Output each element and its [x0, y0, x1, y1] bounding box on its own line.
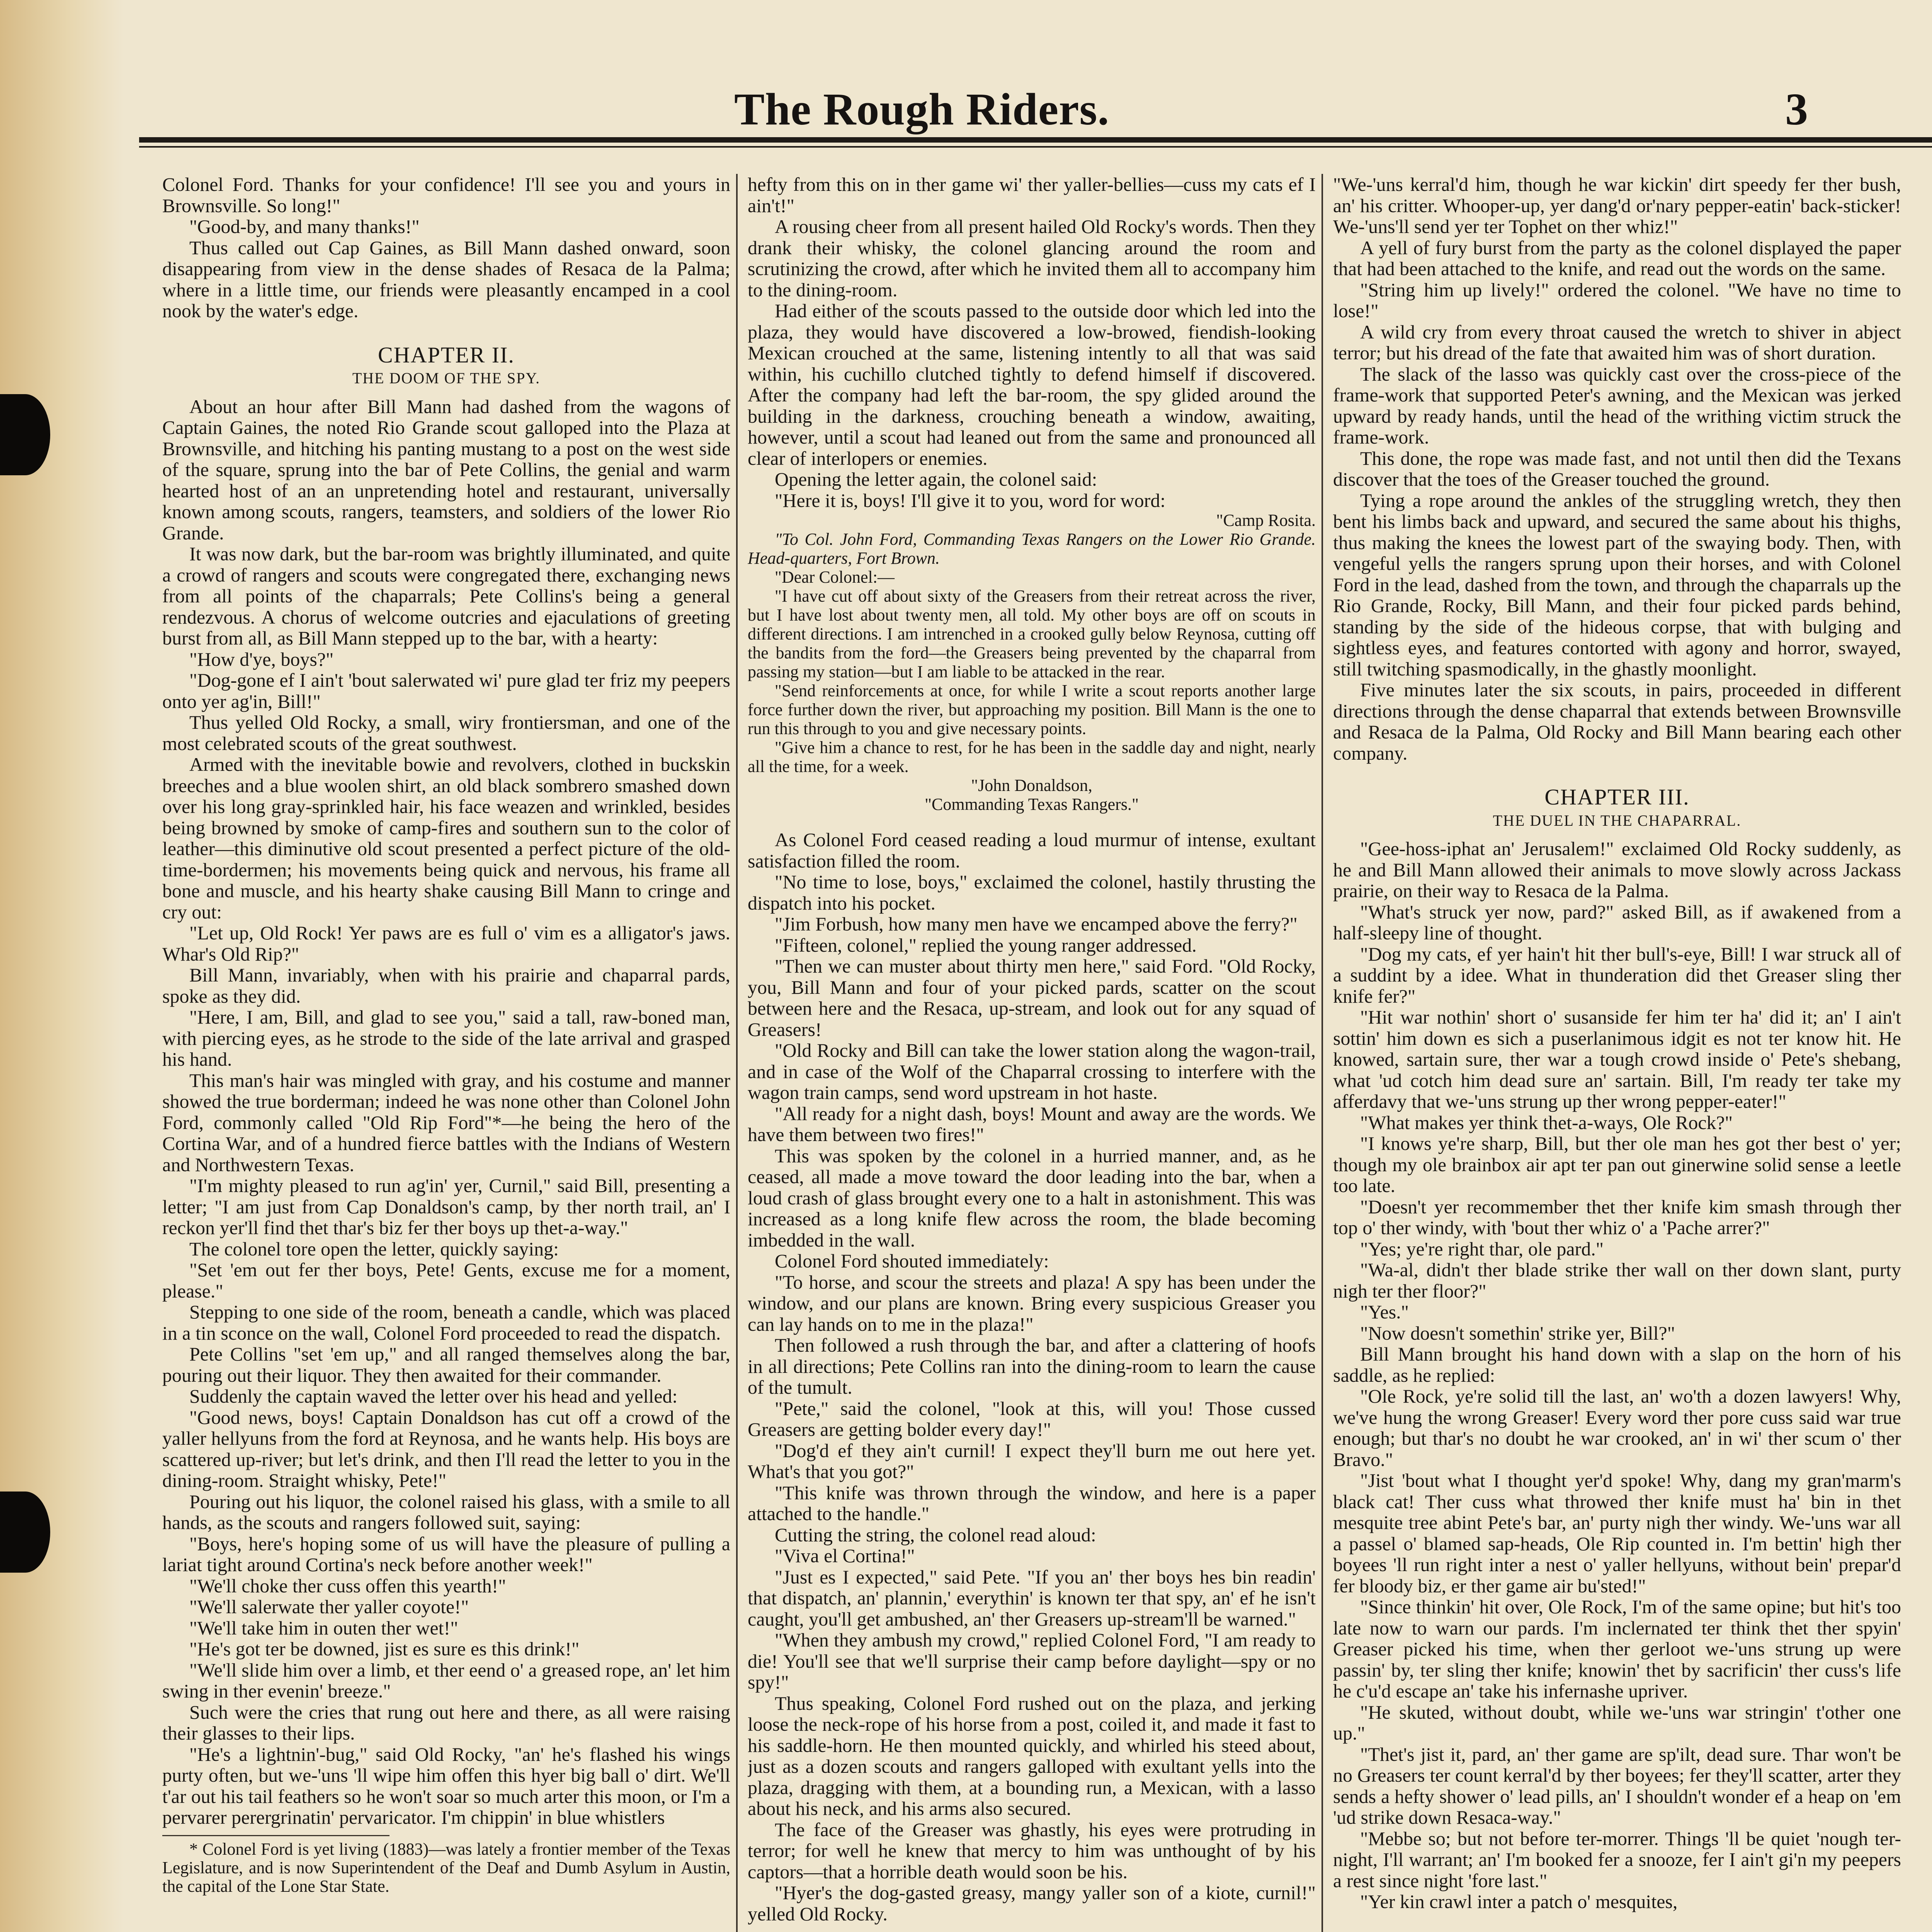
paragraph: Then followed a rush through the bar, and after a clattering of hoofs in all directions; Pete Collins ran into the dining-room to learn the cause of the tumult. [748, 1334, 1316, 1398]
paragraph: A rousing cheer from all present hailed Old Rocky's words. Then they drank their whisky, the colonel glancing around the room and scrutinizing the crowd, after which he invited them all to accompany him to the dining-room. [748, 216, 1316, 301]
column-2 [748, 174, 1316, 1932]
letter-signature-title: "Commanding Texas Rangers." [925, 795, 1139, 814]
paragraph: Such were the cries that rung out here and there, as all were raising their glasses to their lips. [162, 1701, 730, 1744]
paragraph: "We'll slide him over a limb, et ther eend o' a greased rope, an' let him swing in ther evenin' breeze." [162, 1659, 730, 1702]
footnote: * Colonel Ford is yet living (1883)—was lately a frontier member of the Texas Legislature, and is now Superintendent of the Deaf and Dumb Asylum in Austin, the capital of the Lone Star State. [162, 1839, 730, 1896]
paragraph: "Dog my cats, ef yer hain't hit ther bull's-eye, Bill! I war struck all of a suddint by a idee. What in thunderation did thet Greaser sling ther knife fer?" [1333, 943, 1901, 1007]
paragraph: "We'll take him in outen ther wet!" [189, 1617, 458, 1639]
header-rule-thin [139, 146, 1932, 148]
col1-paragraphs [162, 396, 730, 1828]
paragraph: "What's struck yer now, pard?" asked Bill, as if awakened from a half-sleepy line of thought. [1333, 901, 1901, 944]
paragraph: Thus called out Cap Gaines, as Bill Mann dashed onward, soon disappearing from view in the dense shades of Resaca de la Palma; where in a little time, our friends were pleasantly encamped in a cool nook by the water's edge. [162, 236, 730, 321]
chapter-subtitle: THE DUEL IN THE CHAPARRAL. [1493, 811, 1742, 829]
paragraph: "Since thinkin' hit over, Ole Rock, I'm of the same opine; but hit's too late now to warn our pards. I'm inclernated ter think thet ther spyin' Greaser picked his time, when ther gerloot we-'uns strung up were passin' by, ter sling ther knife; knowin' thet by sacrificin' ther cuss's life he c'u'd escape an' take his infernashe upriver. [1333, 1596, 1901, 1702]
page-number: 3 [1785, 84, 1808, 134]
paragraph: This was spoken by the colonel in a hurried manner, and, as he ceased, all made a move toward the door leading into the bar, when a loud crash of glass brought every one to a halt in astonishment. This was increased as a long knife flew across the room, the blade becoming imbedded in the wall. [748, 1145, 1316, 1251]
paragraph: "We'll choke ther cuss offen this yearth!" [189, 1575, 506, 1597]
paragraph: A yell of fury burst from the party as the colonel displayed the paper that had been attached to the knife, and read out the words on the same. [1333, 236, 1901, 279]
paragraph: "Good news, boys! Captain Donaldson has cut off a crowd of the yaller hellyuns from the ford at Reynosa, and he wants help. His boys are scattered up-river; but let's drink, and then I'll read the letter to you in the dining-room. Straight whisky, Pete!" [162, 1406, 730, 1491]
paragraph: "Set 'em out fer ther boys, Pete! Gents, excuse me for a moment, please." [162, 1259, 730, 1302]
dispatch-letter [748, 511, 1316, 814]
column-divider [736, 174, 738, 1932]
paragraph: "Give him a chance to rest, for he has been in the saddle day and night, nearly all the time, for a week. [748, 738, 1316, 776]
paragraph: "All ready for a night dash, boys! Mount and away are the words. We have them between two fires!" [748, 1102, 1316, 1145]
paragraph: "Here, I am, Bill, and glad to see you," said a tall, raw-boned man, with piercing eyes, as he strode to the side of the late arrival and grasped his hand. [162, 1006, 730, 1070]
paragraph: Tying a rope around the ankles of the struggling wretch, they then bent his limbs back and upward, and secured the same about his thighs, thus making the knees the lowest part of the swaying body. Then, with vengeful yells the rangers sprung upon their horses, and with Colonel Ford in the lead, dashed from the town, and through the chaparrals up the Rio Grande, Rocky, Bill Mann, and their four picked pards behind, standing by the side of the hideous corpse, that with bulging and sightless eyes, and features contorted with agony and horror, swayed, still twitching spasmodically, in the ghastly moonlight. [1333, 489, 1901, 680]
column-divider [1321, 174, 1323, 1932]
paragraph: The slack of the lasso was quickly cast over the cross-piece of the frame-work that supported Peter's awning, and the Mexican was jerked upward by ready hands, until the head of the writhing victim struck the frame-work. [1333, 363, 1901, 448]
paragraph: Pete Collins "set 'em up," and all ranged themselves along the bar, pouring out their liquor. They then awaited for their commander. [162, 1343, 730, 1386]
paragraph: "Viva el Cortina!" [775, 1545, 915, 1566]
header-rule [139, 137, 1932, 143]
paragraph: Five minutes later the six scouts, in pairs, proceeded in different directions through the dense chaparral that extends between Brownsville and Resaca de la Palma, Old Rocky and Bill Mann bearing each other company. [1333, 679, 1901, 764]
footnote-rule [162, 1835, 389, 1836]
paragraph: "Doesn't yer recommember thet ther knife kim smash through ther top o' ther windy, with 'bout ther whiz o' a 'Pache arrer?" [1333, 1196, 1901, 1238]
page-title: The Rough Riders. [734, 84, 1109, 134]
binding-hole [0, 1492, 50, 1573]
paragraph: "Good-by, and many thanks!" [189, 216, 420, 237]
paragraph: "How d'ye, boys?" [189, 648, 334, 670]
paragraph: It was now dark, but the bar-room was brightly illuminated, and quite a crowd of rangers and scouts were congregated there, exchanging news from all points of the chaparrals; Pete Collins's being a general rendezvous. A chorus of welcome outcries and ejaculations of greeting burst from all, as Bill Mann stepped up to the bar, with a hearty: [162, 543, 730, 649]
col2-paragraphs-before-letter [748, 174, 1316, 511]
paragraph: This done, the rope was made fast, and not until then did the Texans discover that the toes of the Greaser touched the ground. [1333, 447, 1901, 490]
page-spine-shadow [0, 0, 124, 1932]
col2-paragraphs-after-letter [748, 829, 1316, 1924]
paragraph: "Hit war nothin' short o' susanside fer him ter ha' did it; an' I ain't sottin' him down es sich a puserlanimous idgit es not ter know hit. He knowed, sartain sure, ther war a tough crowd inside o' Pete's shebang, what 'ud cotch him dead sure an' sartain. Bill, I'm ready ter take my afferdavy that we-'uns strung up ther wrong pepper-eater!" [1333, 1006, 1901, 1112]
paragraph: Thus speaking, Colonel Ford rushed out on the plaza, and jerking loose the neck-rope of his horse from a post, coiled it, and made it fast to his saddle-horn. He then mounted quickly, and whirled his steed about, just as a dozen scouts and rangers galloped with exultant yells into the plaza, dragging with them, at a bounding run, a Mexican, with a lasso about his neck, and his arms also secured. [748, 1692, 1316, 1819]
paragraph: Thus yelled Old Rocky, a small, wiry frontiersman, and one of the most celebrated scouts of the great southwest. [162, 711, 730, 754]
paragraph: The colonel tore open the letter, quickly saying: [189, 1238, 559, 1260]
paragraph: "Gee-hoss-iphat an' Jerusalem!" exclaimed Old Rocky suddenly, as he and Bill Mann allowed their animals to move slowly across Jackass prairie, on their way to Resaca de la Palma. [1333, 838, 1901, 901]
paragraph: "Pete," said the colonel, "look at this, will you! Those cussed Greasers are getting bolder every day!" [748, 1397, 1316, 1440]
paragraph: About an hour after Bill Mann had dashed from the wagons of Captain Gaines, the noted Rio Grande scout galloped into the Plaza at Brownsville, and hitching his panting mustang to a post on the west side of the square, sprung into the bar of Pete Collins, the genial and warm hearted host of an an unpretending hotel and restaurant, universally known among scouts, rangers, teamsters, and soldiers of the lower Rio Grande. [162, 395, 730, 544]
paragraph: "What makes yer think thet-a-ways, Ole Rock?" [1360, 1111, 1733, 1133]
chapter-subtitle: THE DOOM OF THE SPY. [352, 369, 541, 387]
paragraph: Colonel Ford. Thanks for your confidence! I'll see you and yours in Brownsville. So long!" [162, 174, 730, 216]
paragraph: "Send reinforcements at once, for while I write a scout reports another large force further down the river, but approaching my position. Bill Mann is the one to run this through to you and give necessary points. [748, 681, 1316, 738]
paragraph: Armed with the inevitable bowie and revolvers, clothed in buckskin breeches and a blue woolen shirt, an old black sombrero smashed down over his long gray-sprinkled hair, his face weazen and wrinkled, besides being browned by smoke of camp-fires and southern sun to the color of leather—this diminutive old scout presented a perfect picture of the old-time-bordermen; his movements being quick and nervous, his frame all bone and muscle, and his hearty shake causing Bill Mann to cringe and cry out: [162, 753, 730, 923]
paragraph: As Colonel Ford ceased reading a loud murmur of intense, exultant satisfaction filled the room. [748, 829, 1316, 872]
col1-opening [162, 174, 730, 321]
paragraph: "Yes." [1360, 1301, 1409, 1323]
paragraph: "Dog'd ef they ain't curnil! I expect they'll burn me out here yet. What's that you got?" [748, 1439, 1316, 1482]
paragraph: "Yes; ye're right thar, ole pard." [1360, 1238, 1604, 1260]
letter-body [748, 587, 1316, 776]
paragraph: "I'm mighty pleased to run ag'in' yer, Curnil," said Bill, presenting a letter; "I am just from Cap Donaldson's camp, by ther north trail, an' I reckon yer'll find thet thar's biz fer ther boys up thet-a-way." [162, 1175, 730, 1238]
paragraph: "We'll salerwate ther yaller coyote!" [189, 1596, 469, 1617]
paragraph: hefty from this on in ther game wi' ther yaller-bellies—cuss my cats ef I ain't!" [748, 174, 1316, 216]
paragraph: Pouring out his liquor, the colonel raised his glass, with a smile to all hands, as the scouts and rangers followed suit, saying: [162, 1490, 730, 1533]
paragraph: "Then we can muster about thirty men here," said Ford. "Old Rocky, you, Bill Mann and four of your picked pards, scatter on the scout between here and the Resaca, up-stream, and look out for any squad of Greasers! [748, 955, 1316, 1040]
paragraph: "To horse, and scour the streets and plaza! A spy has been under the window, and our plans are known. Bring every suspicious Greaser you can lay hands on to me in the plaza!" [748, 1271, 1316, 1335]
paragraph: "Here it is, boys! I'll give it to you, word for word: [775, 489, 1166, 511]
paragraph: "Dog-gone ef I ain't 'bout salerwated wi' pure glad ter friz my peepers onto yer ag'in, Bill!" [162, 669, 730, 712]
col3-paragraphs-before-chapter [1333, 174, 1901, 764]
paragraph: "Yer kin crawl inter a patch o' mesquites, [1360, 1891, 1678, 1912]
paragraph: The face of the Greaser was ghastly, his eyes were protruding in terror; for well he knew that mercy to him was unthought of by his captors—that a horrible death would soon be his. [748, 1818, 1316, 1883]
paragraph: Stepping to one side of the room, beneath a candle, which was placed in a tin sconce on the wall, Colonel Ford proceeded to read the dispatch. [162, 1301, 730, 1344]
col3-paragraphs [1333, 838, 1901, 1912]
chapter-title: CHAPTER III. [1544, 784, 1690, 810]
paragraph: "No time to lose, boys," exclaimed the colonel, hastily thrusting the dispatch into his pocket. [748, 871, 1316, 914]
paragraph: "Mebbe so; but not before ter-morrer. Things 'll be quiet 'nough ter-night, I'll warrant; an' I'm booked fer a snooze, fer I ain't gi'n my peepers a rest since night 'fore last." [1333, 1827, 1901, 1891]
paragraph: Cutting the string, the colonel read aloud: [775, 1524, 1096, 1546]
paragraph: Had either of the scouts passed to the outside door which led into the plaza, they would have discovered a low-browed, fiendish-looking Mexican crouched at the same, listening intently to all that was said within, his cuchillo clutched tightly to defend himself if discovered. After the company had left the bar-room, the spy glided around the building in the darkness, crouching beneath a window, awaiting, however, until a scout had leaned out from the same and pronounced all clear of interlopers or enemies. [748, 300, 1316, 469]
letter-signature: "John Donaldson, [971, 776, 1092, 795]
paragraph: "Old Rocky and Bill can take the lower station along the wagon-trail, and in case of the Wolf of the Chaparral crossing to interfere with the wagon train camps, send word upstream in hot haste. [748, 1039, 1316, 1103]
paragraph: "When they ambush my crowd," replied Colonel Ford, "I am ready to die! You'll see that we'll surprise their camp before daylight—spy or no spy!" [748, 1629, 1316, 1693]
column-1 [162, 174, 730, 1932]
paragraph: Bill Mann, invariably, when with his prairie and chaparral pards, spoke as they did. [162, 964, 730, 1007]
paragraph: "He's a lightnin'-bug," said Old Rocky, "an' he's flashed his wings purty often, but we-'uns 'll wipe him offen this hyer big ball o' dirt. We'll t'ar out his tail feathers so he won't soar so much arter this moon, or I'm a pervarer perergrinatin' pervaricator. I'm chippin' in blue whistlers [162, 1743, 730, 1828]
chapter-title: CHAPTER II. [378, 342, 515, 367]
paragraph: "Wa-al, didn't ther blade strike ther wall on ther down slant, purty nigh ter ther floor?" [1333, 1259, 1901, 1302]
paragraph: Suddenly the captain waved the letter over his head and yelled: [189, 1385, 678, 1407]
paragraph: "Now doesn't somethin' strike yer, Bill?" [1360, 1322, 1675, 1344]
paragraph: Opening the letter again, the colonel said: [775, 468, 1097, 490]
paragraph: Bill Mann brought his hand down with a slap on the horn of his saddle, as he replied: [1333, 1343, 1901, 1386]
paragraph: "Fifteen, colonel," replied the young ranger addressed. [775, 934, 1197, 956]
paragraph: "This knife was thrown through the window, and here is a paper attached to the handle." [748, 1481, 1316, 1524]
paragraph: "Boys, here's hoping some of us will have the pleasure of pulling a lariat tight around Cortina's neck before another week!" [162, 1532, 730, 1575]
paragraph: "Just es I expected," said Pete. "If you an' ther boys hes bin readin' that dispatch, an' plannin,' everythin' is known ter that spy, an' ef he isn't caught, you'll get ambushed, an' ther Greasers up-stream'll be warned." [748, 1566, 1316, 1630]
paragraph: "We-'uns kerral'd him, though he war kickin' dirt speedy fer ther bush, an' his critter. Whooper-up, yer dang'd or'nary pepper-eatin' back-sticker! We-'uns'll send yer ter Tophet on ther whiz!" [1333, 174, 1901, 237]
letter-salutation: "Dear Colonel:— [775, 568, 895, 587]
paragraph: "Hyer's the dog-gasted greasy, mangy yaller son of a kiote, curnil!" yelled Old Rocky. [748, 1882, 1316, 1925]
paragraph: "He's got ter be downed, jist es sure es this drink!" [189, 1638, 580, 1660]
paragraph: A wild cry from every throat caused the wretch to shiver in abject terror; but his dread of the fate that awaited him was of short duration. [1333, 321, 1901, 364]
paragraph: "He skuted, without doubt, while we-'uns war stringin' t'other one up." [1333, 1701, 1901, 1744]
letter-place: "Camp Rosita. [1216, 511, 1316, 530]
letter-address: "To Col. John Ford, Commanding Texas Rangers on the Lower Rio Grande. Head-quarters, Fort Brown. [748, 530, 1316, 568]
paragraph: Colonel Ford shouted immediately: [775, 1250, 1049, 1272]
paragraph: "Let up, Old Rock! Yer paws are es full o' vim es a alligator's jaws. Whar's Old Rip?" [162, 922, 730, 965]
column-3 [1333, 174, 1901, 1932]
paragraph: "Jist 'bout what I thought yer'd spoke! Why, dang my gran'marm's black cat! Ther cuss what throwed ther knife must ha' bin in thet mesquite tree abint Pete's bar, an' purty nigh ther windy. We-'uns war all a passel o' blamed sap-heads, Ole Rip counted in. I'm bettin' high ther boyees 'll run right inter a nest o' yaller hellyuns, without bein' prepar'd fer bloody biz, er ther game air bu'sted!" [1333, 1469, 1901, 1597]
paragraph: "Jim Forbush, how many men have we encamped above the ferry?" [775, 913, 1298, 935]
paragraph: "String him up lively!" ordered the colonel. "We have no time to lose!" [1333, 279, 1901, 321]
binding-hole [0, 394, 50, 475]
paragraph: "I knows ye're sharp, Bill, but ther ole man hes got ther best o' yer; though my ole brainbox air apt ter pan out ginerwine solid sense a leetle too late. [1333, 1133, 1901, 1196]
paragraph: This man's hair was mingled with gray, and his costume and manner showed the true borderman; indeed he was none other than Colonel John Ford, commonly called "Old Rip Ford"*—he being the hero of the Cortina War, and of a hundred fierce battles with the Indians of Western and Northwestern Texas. [162, 1069, 730, 1175]
paragraph: "I have cut off about sixty of the Greasers from their retreat across the river, but I have lost about twenty men, all told. My other boys are off on scouts in different directions. I am intrenched in a crooked gully below Reynosa, cutting off the bandits from the ford—the Greasers being prevented by the chaparral from passing my station—but I am liable to be attacked in the rear. [748, 587, 1316, 681]
paragraph: "Thet's jist it, pard, an' ther game are sp'ilt, dead sure. Thar won't be no Greasers ter count kerral'd by ther boyees; fer they'll scatter, arter they sends a hefty shower o' lead pills, an' I shouldn't wonder ef a heap on 'em 'ud strike down Resaca-way." [1333, 1743, 1901, 1828]
paragraph: "Ole Rock, ye're solid till the last, an' wo'th a dozen lawyers! Why, we've hung the wrong Greaser! Every word ther pore cuss said war true enough; but thar's no doubt he war crooked, an' in wi' ther scum o' ther Bravo." [1333, 1385, 1901, 1470]
